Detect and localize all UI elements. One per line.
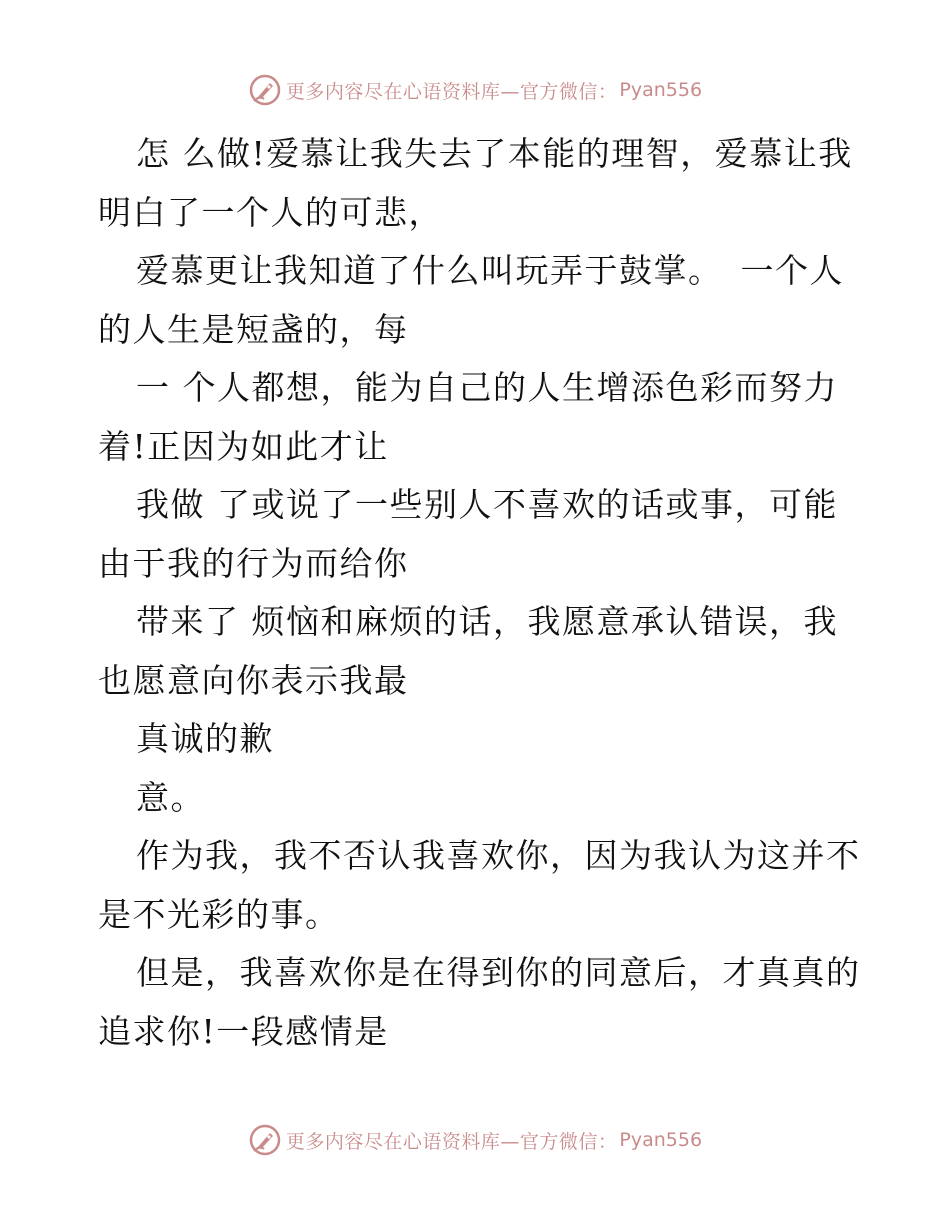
watermark-text: 更多内容尽在心语资料库—官方微信： xyxy=(285,1130,618,1153)
header-watermark xyxy=(0,70,950,110)
watermark-text: 更多内容尽在心语资料库—官方微信： xyxy=(285,80,618,103)
text-line: 但是，我喜欢你是在得到你的同意后，才真真的 xyxy=(136,953,861,992)
watermark-wechat-id: Pyan556 xyxy=(619,1129,703,1151)
document-body xyxy=(98,125,861,1061)
text-line: 也愿意向你表示我最 xyxy=(98,660,409,700)
pen-nib-logo-icon xyxy=(248,1123,282,1157)
text-line: 一 个人都想，能为自己的人生增添色彩而努力 xyxy=(136,368,838,407)
text-line: 着!正因为如此才让 xyxy=(98,426,389,466)
text-line: 明白了一个人的可悲， xyxy=(98,192,443,232)
text-line: 真诚的歉 xyxy=(136,719,274,758)
text-line: 作为我，我不否认我喜欢你，因为我认为这并不 xyxy=(136,836,861,875)
text-line: 追求你!一段感情是 xyxy=(98,1011,389,1051)
text-line: 带来了 烦恼和麻烦的话，我愿意承认错误，我 xyxy=(136,602,838,641)
pen-nib-logo-icon xyxy=(248,73,282,107)
text-line: 由于我的行为而给你 xyxy=(98,543,409,583)
watermark-wechat-id: Pyan556 xyxy=(619,79,703,101)
footer-watermark xyxy=(0,1120,950,1160)
text-line: 的人生是短盏的，每 xyxy=(98,309,409,349)
text-line: 爱慕更让我知道了什么叫玩弄于鼓掌。 一个人 xyxy=(136,251,844,290)
text-line: 怎 么做!爱慕让我失去了本能的理智，爱慕让我 xyxy=(136,134,853,173)
text-line: 我做 了或说了一些别人不喜欢的话或事，可能 xyxy=(136,485,838,524)
text-line: 是不光彩的事。 xyxy=(98,894,340,934)
text-line: 意。 xyxy=(136,777,205,817)
